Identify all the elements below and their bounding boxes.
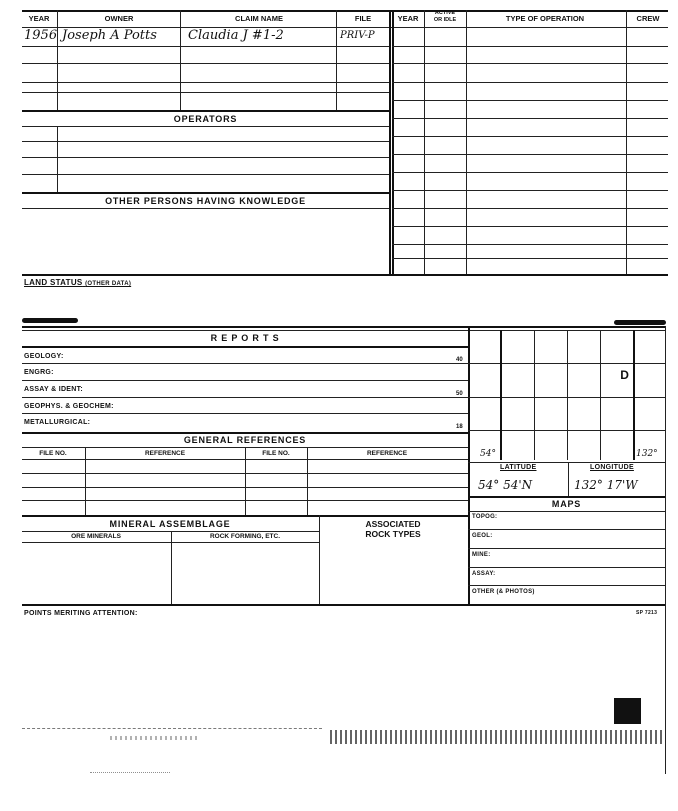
other-persons-title: OTHER PERSONS HAVING KNOWLEDGE xyxy=(105,196,306,206)
map-geol: GEOL: xyxy=(472,533,493,539)
latitude-label: LATITUDE xyxy=(500,464,537,471)
scan-smear-left xyxy=(22,318,78,323)
scan-block xyxy=(614,698,641,724)
scan-noise-bottom xyxy=(330,730,664,744)
latitude-value: 54° 54'N xyxy=(478,478,533,492)
map-mine: MINE: xyxy=(472,552,491,558)
land-status-title: LAND STATUS xyxy=(24,278,83,287)
report-geophys: GEOPHYS. & GEOCHEM: xyxy=(24,403,114,410)
ref-header-reference-2: REFERENCE xyxy=(366,450,408,457)
associated-rock-types xyxy=(320,519,466,539)
ref-header-file-no-2: FILE NO. xyxy=(262,450,290,457)
header-file: FILE xyxy=(354,14,372,23)
reports-title: R E P O R T S xyxy=(210,333,280,343)
report-assay: ASSAY & IDENT: xyxy=(24,386,84,393)
header-year-2: YEAR xyxy=(397,14,419,23)
ref-header-reference-1: REFERENCE xyxy=(144,450,186,457)
land-status-sub: (OTHER DATA) xyxy=(85,281,132,287)
header-owner: OWNER xyxy=(104,14,134,23)
general-references-title: GENERAL REFERENCES xyxy=(183,435,307,445)
map-other: OTHER (& PHOTOS) xyxy=(472,589,535,595)
form-number: SP 7213 xyxy=(636,610,658,616)
report-engrg: ENGRG: xyxy=(24,369,54,376)
rock-types-label: ROCK TYPES xyxy=(365,529,421,539)
header-active: ACTIVE xyxy=(434,10,456,16)
longitude-label: LONGITUDE xyxy=(590,464,634,471)
map-topog: TOPOG: xyxy=(472,514,498,520)
report-engrg-num: 40 xyxy=(456,357,463,363)
report-geology: GEOLOGY: xyxy=(24,353,64,360)
entry-owner: Joseph A Potts xyxy=(62,28,157,43)
report-metallurgical-num: 18 xyxy=(456,424,463,430)
header-or-idle: OR IDLE xyxy=(433,17,457,23)
rock-forming-header: ROCK FORMING, ETC. xyxy=(209,533,281,540)
entry-file: PRIV-P xyxy=(340,30,375,41)
header-claim-name: CLAIM NAME xyxy=(235,14,283,23)
scan-smear-right xyxy=(614,320,666,325)
header-year: YEAR xyxy=(28,14,50,23)
associated-label: ASSOCIATED xyxy=(365,519,421,529)
grid-mark: D xyxy=(620,368,630,382)
latitude-tick: 54° xyxy=(480,449,496,459)
report-geophys-num: 50 xyxy=(456,391,463,397)
maps-title: MAPS xyxy=(551,499,582,509)
longitude-value: 132° 17'W xyxy=(574,478,638,492)
map-assay: ASSAY: xyxy=(472,571,496,577)
header-type-of-operation: TYPE OF OPERATION xyxy=(505,14,585,23)
scan-noise-left xyxy=(110,736,200,740)
points-label: POINTS MERITING ATTENTION: xyxy=(24,610,138,617)
header-active-idle xyxy=(426,10,464,24)
entry-year: 1956 xyxy=(24,28,58,43)
entry-claim-name: Claudia J #1-2 xyxy=(188,28,284,43)
longitude-tick: 132° xyxy=(636,449,658,459)
operators-title: OPERATORS xyxy=(173,114,238,124)
header-crew: CREW xyxy=(636,14,660,23)
ref-header-file-no-1: FILE NO. xyxy=(39,450,67,457)
ore-minerals-header: ORE MINERALS xyxy=(71,533,121,540)
mineral-assemblage-title: MINERAL ASSEMBLAGE xyxy=(109,519,231,529)
land-status-label xyxy=(24,278,131,287)
report-metallurgical: METALLURGICAL: xyxy=(24,419,91,426)
